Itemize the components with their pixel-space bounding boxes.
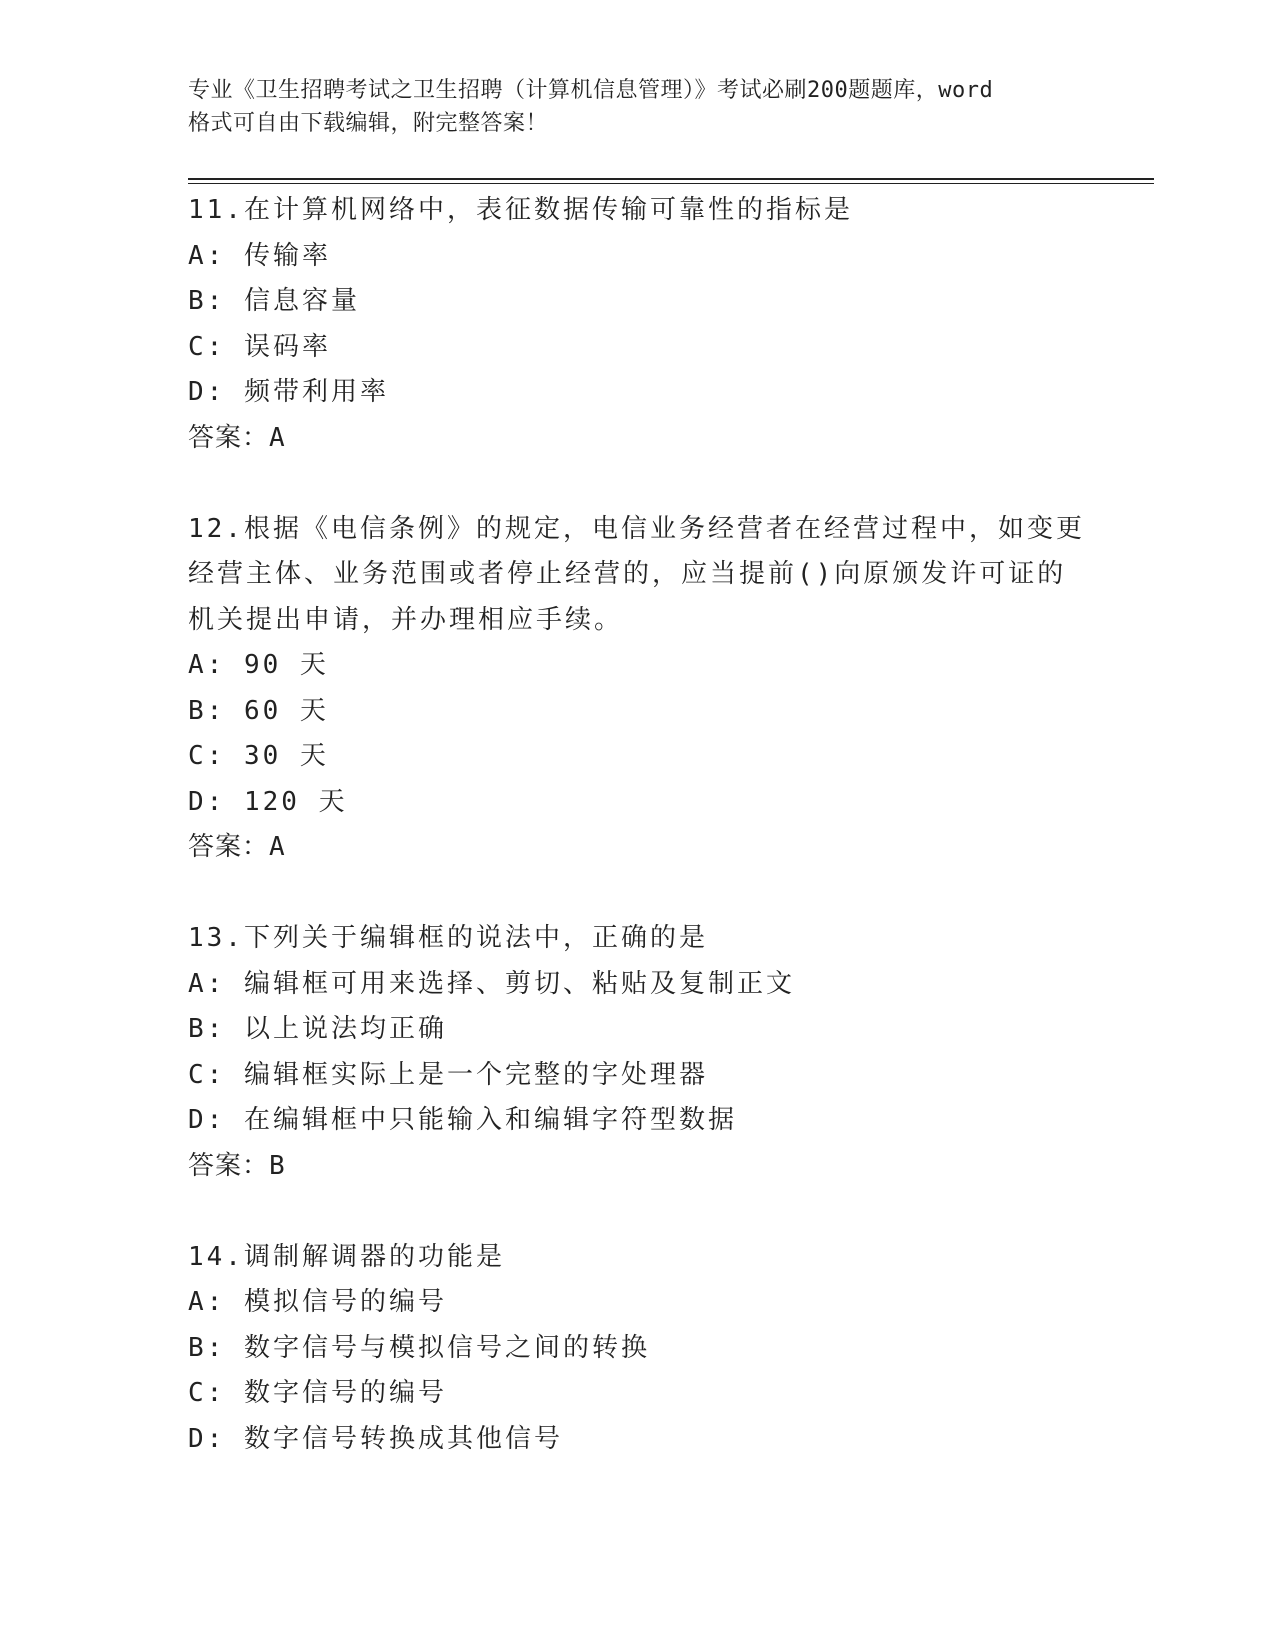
header-line-1: 专业《卫生招聘考试之卫生招聘（计算机信息管理）》考试必刷200题题库，word: [188, 78, 994, 103]
question-option: A: 模拟信号的编号: [188, 1287, 447, 1317]
question-stem-line: 13.下列关于编辑框的说法中，正确的是: [188, 923, 708, 953]
question-block: [188, 188, 1088, 461]
question-option: C: 误码率: [188, 331, 331, 362]
question-option: C: 30 天: [188, 741, 329, 771]
question-option: D: 数字信号转换成其他信号: [188, 1423, 563, 1454]
document-header: [188, 74, 1088, 140]
question-stem-line: 11.在计算机网络中，表征数据传输可靠性的指标是: [188, 195, 853, 225]
question-block: [188, 916, 1088, 1189]
question-answer: 答案：A: [188, 832, 286, 862]
question-spacer: [188, 461, 1088, 507]
question-list: [188, 188, 1088, 1462]
question-option: D: 频带利用率: [188, 377, 389, 407]
question-option: C: 数字信号的编号: [188, 1378, 447, 1408]
question-option: A: 90 天: [188, 650, 329, 680]
question-block: [188, 1235, 1088, 1463]
question-stem-line: 经营主体、业务范围或者停止经营的，应当提前()向原颁发许可证的: [188, 559, 1067, 589]
question-block: [188, 507, 1088, 871]
question-option: B: 信息容量: [188, 286, 360, 316]
question-stem-line: 14.调制解调器的功能是: [188, 1241, 505, 1272]
question-answer: 答案：B: [188, 1150, 286, 1181]
question-spacer: [188, 871, 1088, 917]
question-option: D: 在编辑框中只能输入和编辑字符型数据: [188, 1105, 737, 1135]
question-option: B: 60 天: [188, 695, 329, 726]
question-option: C: 编辑框实际上是一个完整的字处理器: [188, 1059, 708, 1090]
question-stem-line: 机关提出申请，并办理相应手续。: [188, 604, 624, 635]
header-rule-thick: [188, 178, 1154, 180]
question-option: D: 120 天: [188, 786, 348, 817]
question-stem-line: 12.根据《电信条例》的规定，电信业务经营者在经营过程中，如变更: [188, 513, 1085, 544]
question-option: B: 数字信号与模拟信号之间的转换: [188, 1332, 650, 1363]
question-spacer: [188, 1189, 1088, 1235]
header-line-2: 格式可自由下载编辑，附完整答案！: [188, 111, 549, 136]
question-option: A: 编辑框可用来选择、剪切、粘贴及复制正文: [188, 968, 795, 999]
header-rule-thin: [188, 183, 1154, 184]
question-option: B: 以上说法均正确: [188, 1014, 447, 1044]
question-option: A: 传输率: [188, 240, 331, 271]
question-answer: 答案：A: [188, 422, 286, 453]
